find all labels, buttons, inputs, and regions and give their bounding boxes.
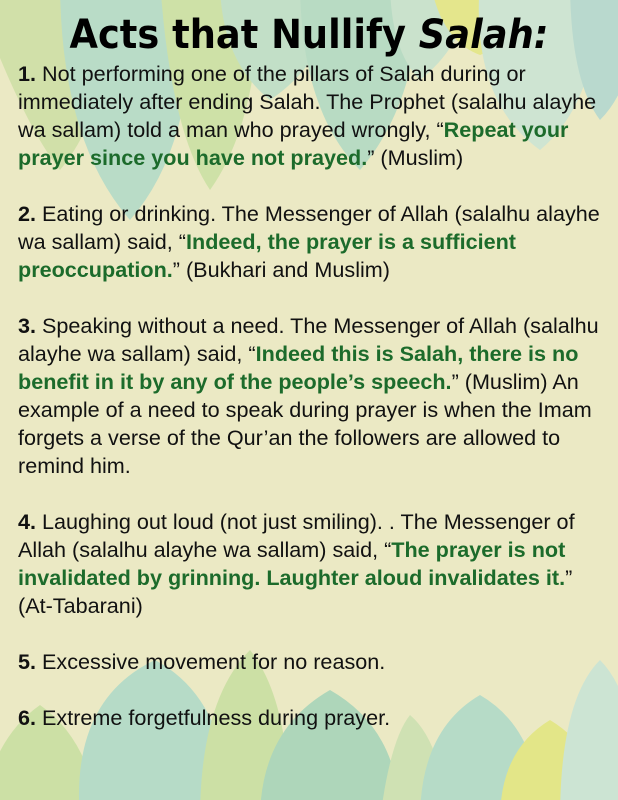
hadith-quote: Repeat your prayer since you have not prayed.: [18, 117, 569, 170]
hadith-quote: Indeed, the prayer is a sufficient preoccupation.: [18, 229, 517, 282]
list-item: 3. Speaking without a need. The Messenger of Allah (salalhu alayhe wa sallam) said, “Indeed this is Salah, there is no benefit in it by any of the people’s speech.” (Muslim) An example of a need to speak during prayer is when the Imam forgets a verse of the Qur’an the followers are allowed to remind him.: [18, 313, 599, 478]
hadith-quote: The prayer is not invalidated by grinning. Laughter aloud invalidates it.: [18, 537, 566, 590]
list-item: 2. Eating or drinking. The Messenger of Allah (salalhu alayhe wa sallam) said, “Indeed, the prayer is a sufficient preoccupation.” (Bukhari and Muslim): [18, 201, 600, 282]
page-title: Acts that Nullify Salah:: [69, 12, 549, 58]
list-item: 5. Excessive movement for no reason.: [18, 649, 386, 674]
list-item: 6. Extreme forgetfulness during prayer.: [18, 705, 391, 730]
nullifiers-list: [18, 60, 610, 760]
list-item: 4. Laughing out loud (not just smiling). . The Messenger of Allah (salalhu alayhe wa sallam) said, “The prayer is not invalidated by grinning. Laughter aloud invalidates it.” (At-Tabarani): [18, 509, 575, 618]
title-emphasis: Salah:: [418, 12, 549, 58]
hadith-quote: Indeed this is Salah, there is no benefit in it by any of the people’s speech.: [18, 341, 579, 394]
list-item: 1. Not performing one of the pillars of Salah during or immediately after ending Salah. The Prophet (salalhu alayhe wa sallam) told a man who prayed wrongly, “Repeat your prayer since you have not prayed.” (Muslim): [18, 61, 597, 170]
